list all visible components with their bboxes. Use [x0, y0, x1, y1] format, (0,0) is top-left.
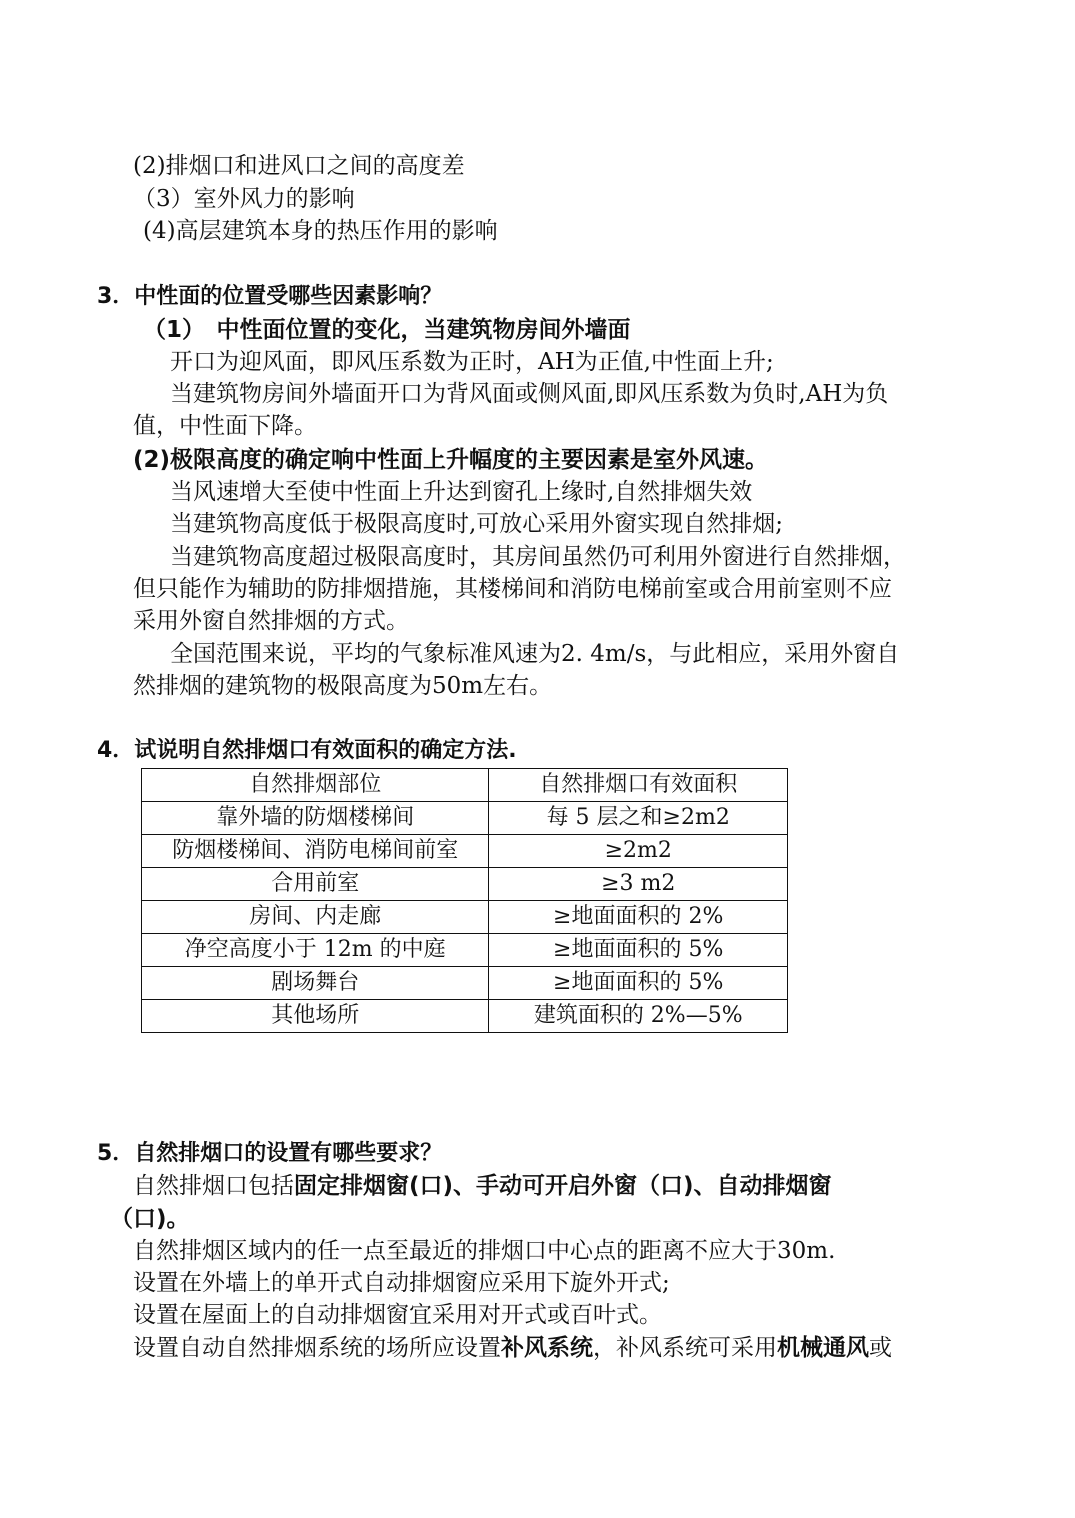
question-heading: 3．中性面的位置受哪些因素影响？ — [97, 284, 443, 309]
table-cell: ≥地面面积的 2% — [489, 901, 788, 934]
text-line: 但只能作为辅助的防排烟措施，其楼梯间和消防电梯前室或合用前室则不应 — [133, 576, 892, 602]
table-row — [142, 901, 788, 934]
table-cell: 合用前室 — [142, 868, 489, 901]
text-span: 设置自动自然排烟系统的场所应设置 — [133, 1335, 501, 1361]
text-line — [133, 1170, 832, 1202]
table-cell: ≥地面面积的 5% — [489, 934, 788, 967]
text-line: 当建筑物房间外墙面开口为背风面或侧风面,即风压系数为负时,AH为负 — [170, 381, 889, 407]
question-heading: 5．自然排烟口的设置有哪些要求？ — [97, 1141, 443, 1166]
table-row — [142, 934, 788, 967]
text-line: 值，中性面下降。 — [133, 413, 317, 439]
text-line: 采用外窗自然排烟的方式。 — [133, 608, 409, 634]
table-row — [142, 1000, 788, 1033]
text-line: 自然排烟区域内的任一点至最近的排烟口中心点的距离不应大于30m. — [133, 1238, 836, 1264]
table-header-cell: 自然排烟口有效面积 — [489, 769, 788, 802]
table-cell: ≥地面面积的 5% — [489, 967, 788, 1000]
text-line: 当建筑物高度超过极限高度时，其房间虽然仍可利用外窗进行自然排烟， — [170, 544, 906, 570]
table-cell: 其他场所 — [142, 1000, 489, 1033]
subheading: (2)极限高度的确定响中性面上升幅度的主要因素是室外风速。 — [133, 447, 769, 473]
table-cell: 建筑面积的 2%—5% — [489, 1000, 788, 1033]
table-row — [142, 868, 788, 901]
text-span: ，补风系统可采用 — [593, 1335, 777, 1361]
text-line: （口)。 — [110, 1206, 190, 1232]
text-span: 自然排烟口包括 — [133, 1173, 294, 1199]
text-line: 设置在外墙上的单开式自动排烟窗应采用下旋外开式; — [133, 1270, 670, 1296]
table-cell: 靠外墙的防烟楼梯间 — [142, 802, 489, 835]
table-cell: 房间、内走廊 — [142, 901, 489, 934]
text-line: （3）室外风力的影响 — [133, 186, 355, 212]
table-header-cell: 自然排烟部位 — [142, 769, 489, 802]
table-cell: ≥2m2 — [489, 835, 788, 868]
bold-span: 补风系统 — [501, 1335, 593, 1361]
table-cell: 剧场舞台 — [142, 967, 489, 1000]
table-row — [142, 967, 788, 1000]
table-cell: ≥3 m2 — [489, 868, 788, 901]
text-line: 开口为迎风面，即风压系数为正时，AH为正值,中性面上升; — [170, 349, 774, 375]
smoke-vent-table — [141, 768, 788, 1033]
bold-span: 固定排烟窗(口)、手动可开启外窗（口)、自动排烟窗 — [294, 1173, 832, 1199]
text-line: (4)高层建筑本身的热压作用的影响 — [143, 218, 498, 244]
table-cell: 净空高度小于 12m 的中庭 — [142, 934, 489, 967]
text-line: 设置在屋面上的自动排烟窗宜采用对开式或百叶式。 — [133, 1302, 662, 1328]
table-cell: 防烟楼梯间、消防电梯间前室 — [142, 835, 489, 868]
subheading: （1） 中性面位置的变化，当建筑物房间外墙面 — [143, 317, 631, 343]
table-header-row — [142, 769, 788, 802]
text-span: 或 — [869, 1335, 892, 1361]
text-line: 然排烟的建筑物的极限高度为50m左右。 — [133, 673, 553, 699]
text-line — [133, 1332, 892, 1364]
bold-span: 机械通风 — [777, 1335, 869, 1361]
text-line: 当风速增大至使中性面上升达到窗孔上缘时,自然排烟失效 — [170, 479, 753, 505]
text-line: 全国范围来说，平均的气象标准风速为2. 4m/s，与此相应，采用外窗自 — [170, 641, 900, 667]
table-cell: 每 5 层之和≥2m2 — [489, 802, 788, 835]
text-line: (2)排烟口和进风口之间的高度差 — [133, 153, 465, 179]
text-line: 当建筑物高度低于极限高度时,可放心采用外窗实现自然排烟; — [170, 511, 784, 537]
table-row — [142, 835, 788, 868]
question-heading: 4．试说明自然排烟口有效面积的确定方法. — [97, 738, 517, 763]
table-row — [142, 802, 788, 835]
